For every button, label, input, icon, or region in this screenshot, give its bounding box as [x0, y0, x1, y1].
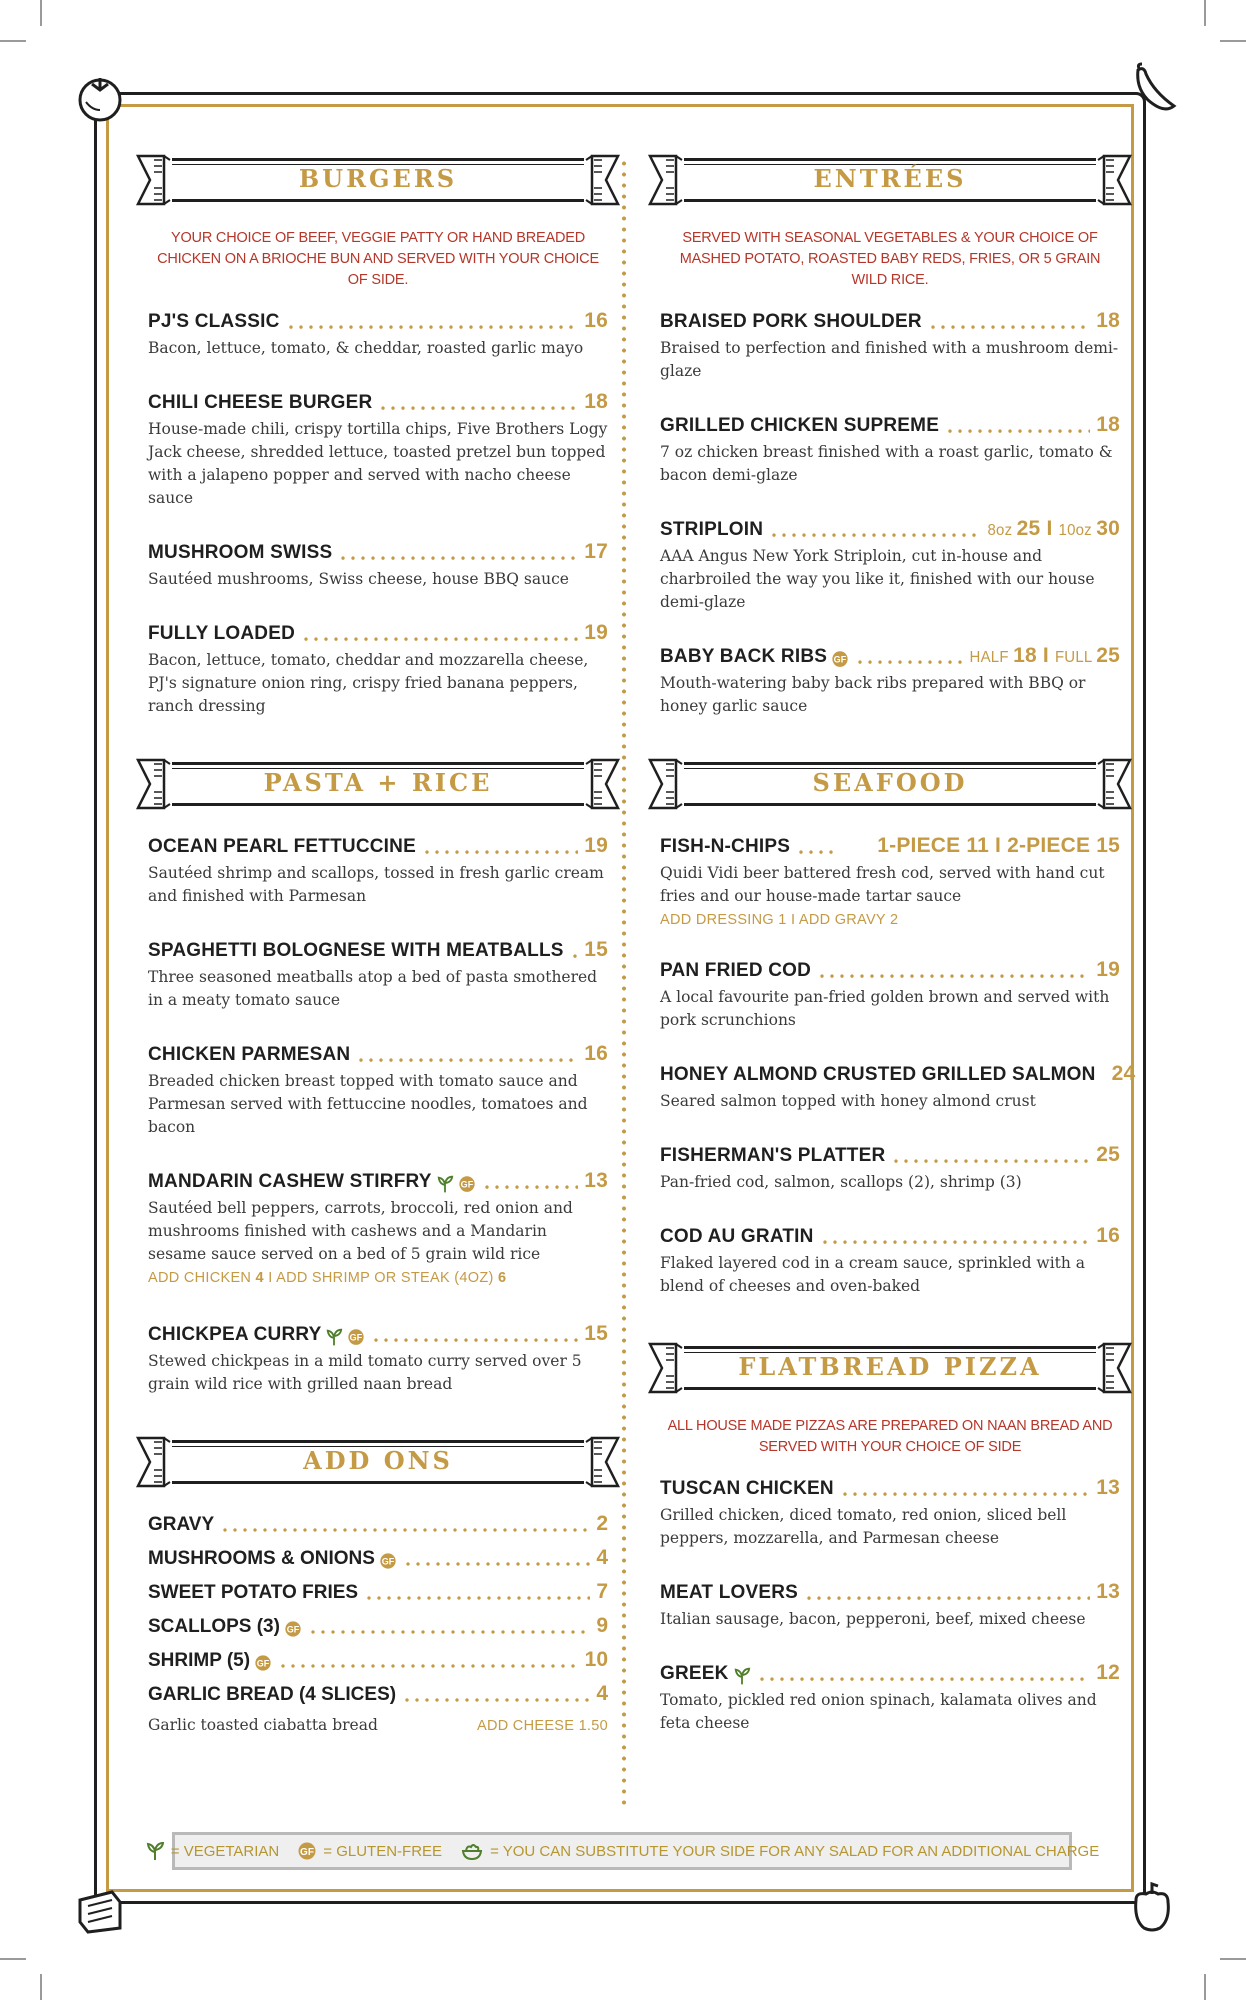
item-name: FISHERMAN'S PLATTER	[660, 1144, 886, 1167]
item-description: Grilled chicken, diced tomato, red onion, sliced bell peppers, mozzarella, and Parmesan cheese	[660, 1506, 1067, 1547]
bell-pepper-icon	[1124, 1880, 1180, 1936]
item-name: SPAGHETTI BOLOGNESE WITH MEATBALLS	[148, 939, 564, 962]
section-title: ADD ONS	[303, 1446, 453, 1475]
item-name: GRILLED CHICKEN SUPREME	[660, 414, 940, 437]
item-name: GREEK	[660, 1662, 729, 1685]
section-intro: YOUR CHOICE OF BEEF, VEGGIE PATTY OR HAND BREADED CHICKEN ON A BRIOCHE BUN AND SERVED WITH YOUR CHOICE OF SIDE.	[157, 230, 599, 288]
gluten-free-icon	[347, 1328, 365, 1346]
item-price: 15	[584, 937, 608, 962]
menu-item	[660, 517, 1120, 614]
item-name: FULLY LOADED	[148, 622, 296, 645]
crop-mark	[40, 0, 42, 26]
menu-item	[660, 309, 1120, 383]
menu-item	[660, 644, 1120, 718]
addon-item	[148, 1580, 608, 1604]
crop-mark	[0, 1958, 26, 1960]
menu-item	[148, 834, 608, 908]
item-description: House-made chili, crispy tortilla chips, Five Brothers Logy Jack cheese, shredded lettuce, toasted pretzel bun topped with a jalapeno popper and served with nacho cheese sauce	[148, 420, 608, 507]
gluten-free-icon	[254, 1654, 272, 1672]
item-description: Garlic toasted ciabatta bread	[148, 1716, 378, 1734]
legend-label: = GLUTEN-FREE	[323, 1842, 443, 1860]
section-title: PASTA + RICE	[263, 768, 493, 797]
item-description: Pan-fried cod, salmon, scallops (2), shrimp (3)	[660, 1173, 1022, 1191]
item-price: 18	[584, 389, 608, 414]
item-name: OCEAN PEARL FETTUCCINE	[148, 835, 416, 858]
item-name: FISH-N-CHIPS	[660, 835, 791, 858]
item-price: 9	[596, 1614, 608, 1637]
item-price: 16	[1096, 1223, 1120, 1248]
menu-item	[148, 1169, 608, 1286]
menu-item	[660, 834, 1120, 928]
legend-salad	[460, 1841, 1099, 1861]
item-name: STRIPLOIN	[660, 518, 764, 541]
addon-item	[148, 1648, 608, 1672]
item-name: SCALLOPS (3)	[148, 1616, 280, 1637]
section-banner-entrees	[646, 150, 1134, 214]
item-price: 13	[584, 1168, 608, 1193]
item-name: SWEET POTATO FRIES	[148, 1582, 359, 1603]
addon-item	[148, 1682, 608, 1706]
addon-item	[148, 1614, 608, 1638]
section-intro: ALL HOUSE MADE PIZZAS ARE PREPARED ON NAAN BREAD AND SERVED WITH YOUR CHOICE OF SIDE	[667, 1418, 1113, 1455]
section-banner-addons	[134, 1432, 622, 1496]
bread-icon	[72, 1882, 128, 1938]
menu-item	[660, 1661, 1120, 1735]
item-name: TUSCAN CHICKEN	[660, 1477, 834, 1500]
menu-item	[148, 938, 608, 1012]
menu-item	[660, 1224, 1120, 1298]
item-description: Sautéed shrimp and scallops, tossed in fresh garlic cream and finished with Parmesan	[148, 864, 604, 905]
item-price: 13	[1096, 1579, 1120, 1604]
menu-item	[660, 413, 1120, 487]
item-name: MEAT LOVERS	[660, 1581, 799, 1604]
addon-item	[148, 1546, 608, 1570]
menu-item	[148, 621, 608, 718]
vegetarian-icon	[325, 1328, 343, 1346]
section-title: FLATBREAD PIZZA	[738, 1352, 1042, 1381]
item-description: AAA Angus New York Striploin, cut in-house and charbroiled the way you like it, finished with our house demi-glaze	[660, 547, 1095, 611]
item-description: Braised to perfection and finished with a mushroom demi-glaze	[660, 339, 1119, 380]
crop-mark	[1220, 40, 1246, 42]
item-addon-note: ADD CHICKEN 4 I ADD SHRIMP OR STEAK (4OZ) 6	[148, 1270, 507, 1286]
salad-bowl-icon	[460, 1841, 484, 1861]
item-description: Sautéed mushrooms, Swiss cheese, house BBQ sauce	[148, 570, 569, 588]
menu-item	[148, 390, 608, 510]
item-description: Flaked layered cod in a cream sauce, sprinkled with a blend of cheeses and oven-baked	[660, 1254, 1086, 1295]
item-name: MANDARIN CASHEW STIRFRY	[148, 1170, 432, 1193]
menu-item	[660, 1143, 1120, 1194]
legend-bar	[170, 1832, 1100, 1870]
menu-item	[660, 958, 1120, 1032]
item-name: SHRIMP (5)	[148, 1650, 251, 1671]
item-price: 4	[596, 1546, 608, 1569]
item-price: 1-PIECE 11 I 2-PIECE 15	[877, 833, 1120, 858]
gluten-free-icon	[297, 1841, 317, 1861]
item-description: Quidi Vidi beer battered fresh cod, served with hand cut fries and our house-made tartar sauce	[660, 864, 1105, 905]
crop-mark	[0, 40, 26, 42]
item-description: Bacon, lettuce, tomato, & cheddar, roasted garlic mayo	[148, 339, 584, 357]
item-name: BRAISED PORK SHOULDER	[660, 310, 922, 333]
item-addon-note: ADD CHEESE 1.50	[476, 1718, 608, 1734]
addon-item	[148, 1512, 608, 1536]
item-description: Stewed chickpeas in a mild tomato curry served over 5 grain wild rice with grilled naan bread	[148, 1352, 582, 1393]
gluten-free-icon	[831, 650, 849, 668]
column-divider	[622, 158, 626, 1808]
item-name: MUSHROOMS & ONIONS	[148, 1548, 375, 1569]
item-price: 13	[1096, 1475, 1120, 1500]
item-name: CHICKPEA CURRY	[148, 1323, 322, 1346]
item-price: 12	[1096, 1660, 1120, 1685]
item-name: CHICKEN PARMESAN	[148, 1043, 351, 1066]
item-price: 24	[1111, 1061, 1136, 1086]
item-price: 4	[596, 1682, 608, 1705]
item-price: 19	[584, 620, 608, 645]
section-title: ENTRÉES	[813, 164, 967, 193]
legend-label: = YOU CAN SUBSTITUTE YOUR SIDE FOR ANY SALAD FOR AN ADDITIONAL CHARGE	[490, 1842, 1100, 1860]
item-price: 8oz 25 I 10oz 30	[987, 516, 1120, 541]
gluten-free-icon	[379, 1552, 397, 1570]
chili-pepper-icon	[1124, 62, 1180, 118]
crop-mark	[1220, 1958, 1246, 1960]
crop-mark	[40, 1974, 42, 2000]
crop-mark	[1204, 0, 1206, 26]
item-name: GARLIC BREAD (4 SLICES)	[148, 1684, 397, 1705]
item-price: 16	[584, 1041, 608, 1066]
item-description: A local favourite pan-fried golden brown and served with pork scrunchions	[660, 988, 1110, 1029]
item-description: Sautéed bell peppers, carrots, broccoli, red onion and mushrooms finished with cashews and a Mandarin sesame sauce served on a bed of 5 grain wild rice	[148, 1199, 573, 1263]
section-banner-pizza	[646, 1338, 1134, 1402]
left-column	[148, 150, 608, 1737]
item-name: HONEY ALMOND CRUSTED GRILLED SALMON	[660, 1063, 1096, 1086]
section-banner-pasta	[134, 754, 622, 818]
tomato-icon	[72, 70, 128, 126]
item-description: Mouth-watering baby back ribs prepared with BBQ or honey garlic sauce	[660, 674, 1086, 715]
item-addon-note: ADD DRESSING 1 I ADD GRAVY 2	[660, 912, 899, 928]
item-price: 17	[584, 539, 608, 564]
item-price: 25	[1096, 1142, 1120, 1167]
item-price: 2	[596, 1512, 608, 1535]
menu-item	[660, 1476, 1120, 1550]
right-column	[660, 150, 1136, 1765]
item-price: 19	[584, 833, 608, 858]
section-title: SEAFOOD	[812, 768, 968, 797]
item-name: PAN FRIED COD	[660, 959, 812, 982]
item-description: Breaded chicken breast topped with tomato sauce and Parmesan served with fettuccine noodles, tomatoes and bacon	[148, 1072, 588, 1136]
section-intro: SERVED WITH SEASONAL VEGETABLES & YOUR CHOICE OF MASHED POTATO, ROASTED BABY REDS, FRIES, OR 5 GRAIN WILD RICE.	[679, 230, 1101, 288]
item-price: 19	[1096, 957, 1120, 982]
gluten-free-icon	[458, 1175, 476, 1193]
item-description: Bacon, lettuce, tomato, cheddar and mozzarella cheese, PJ's signature onion ring, crispy fried banana peppers, ranch dressing	[148, 651, 589, 715]
vegetarian-icon	[733, 1667, 751, 1685]
addon-note-row	[148, 1714, 608, 1737]
item-description: Three seasoned meatballs atop a bed of pasta smothered in a meaty tomato sauce	[148, 968, 598, 1009]
item-name: MUSHROOM SWISS	[148, 541, 333, 564]
item-price: 16	[584, 308, 608, 333]
item-name: COD AU GRATIN	[660, 1225, 814, 1248]
item-description: Seared salmon topped with honey almond crust	[660, 1092, 1036, 1110]
menu-item	[148, 1042, 608, 1139]
legend-gluten-free	[297, 1841, 442, 1861]
item-price: 18	[1096, 412, 1120, 437]
sprout-icon	[145, 1841, 165, 1861]
item-price: HALF 18 I FULL 25	[969, 643, 1120, 668]
vegetarian-icon	[436, 1175, 454, 1193]
item-name: GRAVY	[148, 1514, 215, 1535]
item-description: 7 oz chicken breast finished with a roast garlic, tomato & bacon demi-glaze	[660, 443, 1113, 484]
section-banner-burgers	[134, 150, 622, 214]
menu-item	[148, 309, 608, 360]
crop-mark	[1204, 1974, 1206, 2000]
item-description: Italian sausage, bacon, pepperoni, beef, mixed cheese	[660, 1610, 1086, 1628]
item-description: Tomato, pickled red onion spinach, kalamata olives and feta cheese	[660, 1691, 1097, 1732]
item-price: 15	[584, 1321, 608, 1346]
section-title: BURGERS	[298, 164, 458, 193]
menu-item	[148, 540, 608, 591]
gluten-free-icon	[284, 1620, 302, 1638]
menu-item	[148, 1322, 608, 1396]
legend-label: = VEGETARIAN	[170, 1842, 280, 1860]
item-price: 10	[584, 1648, 608, 1671]
legend-vegetarian	[145, 1841, 280, 1861]
menu-item	[660, 1061, 1136, 1113]
menu-item	[660, 1580, 1120, 1631]
item-name: BABY BACK RIBS	[660, 645, 828, 668]
item-name: CHILI CHEESE BURGER	[148, 391, 373, 414]
item-name: PJ'S CLASSIC	[148, 310, 280, 333]
item-price: 7	[596, 1580, 608, 1603]
section-banner-seafood	[646, 754, 1134, 818]
item-price: 18	[1096, 308, 1120, 333]
